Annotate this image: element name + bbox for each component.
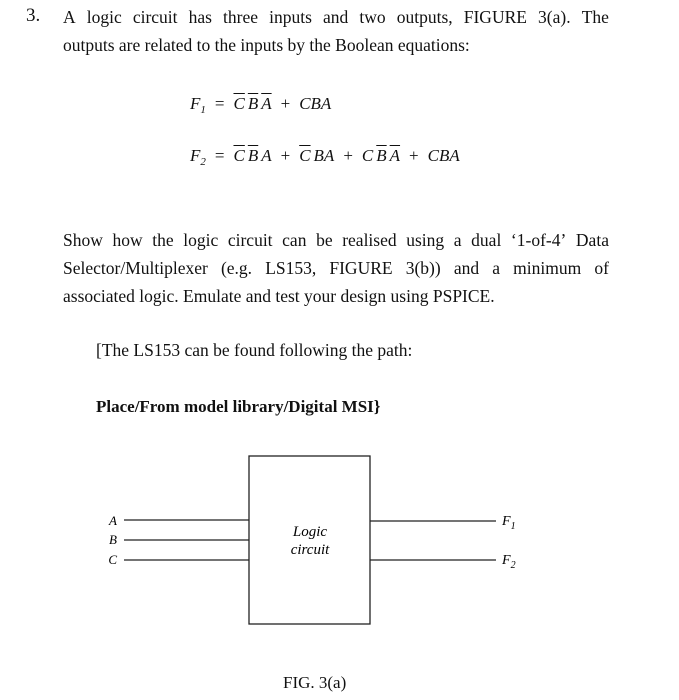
task-word: be bbox=[316, 230, 333, 250]
complemented-variable: $\overline{A}$ bbox=[261, 94, 272, 113]
task-word: Selector/Multiplexer bbox=[63, 258, 208, 278]
task-line-3: associated logic. Emulate and test your design using PSPICE. bbox=[63, 286, 495, 306]
task-word: LS153, bbox=[265, 258, 317, 278]
intro-word: The bbox=[581, 7, 609, 27]
input-label-c: C bbox=[108, 552, 117, 567]
equation-lhs-subscript: 2 bbox=[200, 156, 206, 168]
complemented-variable: $\overline{B}$ bbox=[247, 94, 259, 113]
intro-word: two bbox=[359, 7, 386, 27]
task-word: FIGURE bbox=[329, 258, 393, 278]
ls153-note: [The LS153 can be found following the path: bbox=[96, 340, 413, 360]
task-word: Show bbox=[63, 230, 103, 250]
intro-line-2: outputs are related to the inputs by the Boolean equations: bbox=[63, 35, 470, 55]
intro-word: three bbox=[223, 7, 259, 27]
variable: CBA bbox=[299, 94, 332, 113]
intro-word: outputs, bbox=[396, 7, 453, 27]
intro-word: FIGURE bbox=[463, 7, 527, 27]
task-word: dual bbox=[471, 230, 502, 250]
plus-sign: + bbox=[280, 94, 291, 113]
variable: A bbox=[261, 146, 272, 165]
output-label-f1: $F_1$ bbox=[502, 514, 516, 532]
plus-sign: + bbox=[409, 146, 419, 165]
complemented-variable: $\overline{B}$ bbox=[376, 146, 387, 165]
task-word: logic bbox=[183, 230, 219, 250]
task-word: ‘1-of-4’ bbox=[510, 230, 567, 250]
box-label-line-1: Logic bbox=[292, 524, 328, 540]
box-label-line-2: circuit bbox=[290, 542, 330, 558]
figure-caption: FIG. 3(a) bbox=[283, 673, 347, 692]
output-label-f2: $F_2$ bbox=[502, 553, 516, 571]
intro-word: 3(a). bbox=[538, 7, 571, 27]
intro-word: and bbox=[323, 7, 349, 27]
complemented-variable: $\overline{C}$ bbox=[233, 94, 245, 113]
complemented-variable: $\overline{C}$ bbox=[233, 146, 245, 165]
library-path: Place/From model library/Digital MSI} bbox=[96, 397, 381, 416]
variable: C bbox=[361, 146, 374, 165]
task-word: using bbox=[406, 230, 445, 250]
task-word: minimum bbox=[513, 258, 582, 278]
logic-circuit-box bbox=[249, 456, 370, 624]
input-label-b: B bbox=[109, 532, 117, 547]
plus-sign: + bbox=[343, 146, 353, 165]
task-word: 3(b)) bbox=[405, 258, 441, 278]
task-word: a bbox=[453, 230, 462, 250]
intro-word: logic bbox=[86, 7, 122, 27]
task-word: (e.g. bbox=[220, 258, 253, 278]
complemented-variable: $\overline{B}$ bbox=[247, 146, 259, 165]
equation-lhs-subscript: 1 bbox=[200, 104, 206, 116]
complemented-variable: $\overline{C}$ bbox=[299, 146, 311, 165]
complemented-variable: $\overline{A}$ bbox=[389, 146, 401, 165]
variable: BA bbox=[313, 146, 335, 165]
intro-word: A bbox=[63, 7, 76, 27]
task-word: how bbox=[112, 230, 143, 250]
task-word: and bbox=[453, 258, 480, 278]
intro-word: circuit bbox=[132, 7, 178, 27]
equals-sign: = bbox=[214, 94, 225, 113]
equation-lhs: F bbox=[190, 94, 201, 113]
equals-sign: = bbox=[214, 146, 225, 165]
task-word: circuit bbox=[227, 230, 273, 250]
intro-word: has bbox=[188, 7, 212, 27]
intro-word: inputs bbox=[269, 7, 312, 27]
input-label-a: A bbox=[109, 513, 117, 528]
plus-sign: + bbox=[280, 146, 291, 165]
task-word: realised bbox=[342, 230, 397, 250]
task-word: Data bbox=[575, 230, 609, 250]
task-word: of bbox=[594, 258, 609, 278]
variable: CBA bbox=[427, 146, 460, 165]
task-word: a bbox=[492, 258, 500, 278]
task-word: can bbox=[282, 230, 307, 250]
equation-lhs: F bbox=[190, 146, 201, 165]
task-word: the bbox=[152, 230, 174, 250]
question-number: 3. bbox=[26, 5, 41, 26]
